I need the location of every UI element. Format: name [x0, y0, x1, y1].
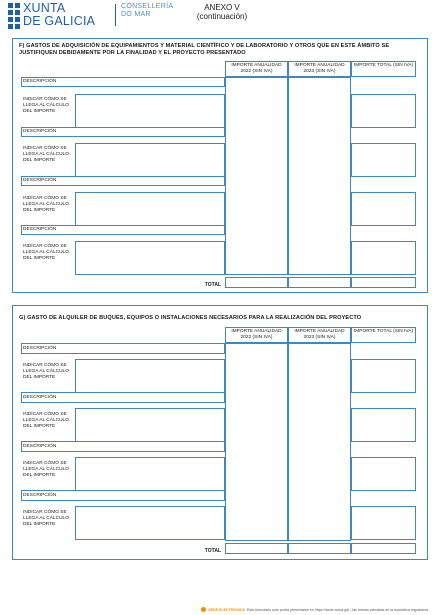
description-field[interactable] [21, 77, 225, 87]
calc-field[interactable] [75, 94, 225, 128]
description-label: DESCRIPCIÓN [23, 227, 57, 232]
description-field[interactable] [21, 441, 225, 452]
description-field[interactable] [21, 343, 225, 354]
calc-label: INDICAR CÓMO SE LLEGA AL CÁLCULO DEL IMPORTE [23, 97, 69, 114]
calc-field[interactable] [75, 457, 225, 491]
description-field[interactable] [21, 225, 225, 235]
col-header-2022: IMPORTE ANUALIDAD 2022 (SIN IVA) [225, 327, 288, 343]
annex-subtitle: (continuación) [196, 12, 248, 21]
calc-field[interactable] [75, 359, 225, 393]
calc-field[interactable] [75, 506, 225, 540]
calc-label: INDICAR CÓMO SE LLEGA AL CÁLCULO DEL IMPORTE [23, 244, 69, 261]
total-field[interactable] [351, 359, 416, 393]
sede-icon [201, 607, 206, 612]
calc-field[interactable] [75, 241, 225, 275]
description-label: DESCRIPCIÓN [23, 493, 57, 498]
description-field[interactable] [21, 490, 225, 501]
calc-field[interactable] [75, 408, 225, 442]
amount-2023-column[interactable] [288, 343, 351, 541]
col-header-2022: IMPORTE ANUALIDAD 2022 (SIN IVA) [225, 61, 288, 77]
total-field[interactable] [351, 94, 416, 128]
total-label: TOTAL [204, 282, 221, 288]
calc-label: INDICAR CÓMO SE LLEGA AL CÁLCULO DEL IMPORTE [23, 196, 69, 213]
annex-title: ANEXO V [204, 3, 240, 12]
description-label: DESCRIPCIÓN [23, 79, 57, 84]
total-field[interactable] [351, 192, 416, 226]
grand-total-2023[interactable] [288, 277, 351, 288]
page-header [0, 0, 438, 34]
footer-text: Este formulario solo podrá presentarse en https://sede.xunta.gal - las formas previstas en la normativa reguladora [247, 607, 428, 612]
grand-total-2022[interactable] [225, 543, 288, 554]
description-field[interactable] [21, 392, 225, 403]
xunta-logo-text [23, 2, 95, 28]
xunta-emblem-icon [8, 3, 20, 31]
logo-line2: DE GALICIA [23, 14, 96, 28]
amount-2022-column[interactable] [225, 343, 288, 541]
department-name [121, 3, 173, 19]
logo-line1: XUNTA [23, 1, 66, 15]
col-header-2023: IMPORTE ANUALIDAD 2023 (SIN IVA) [288, 61, 351, 77]
description-field[interactable] [21, 127, 225, 137]
description-field[interactable] [21, 176, 225, 186]
grand-total-2022[interactable] [225, 277, 288, 288]
total-label: TOTAL [204, 548, 221, 554]
col-header-2023: IMPORTE ANUALIDAD 2023 (SIN IVA) [288, 327, 351, 343]
calc-label: INDICAR CÓMO SE LLEGA AL CÁLCULO DEL IMPORTE [23, 412, 69, 429]
total-field[interactable] [351, 457, 416, 491]
annex-heading [192, 3, 252, 21]
page-footer [201, 607, 428, 612]
calc-label: INDICAR CÓMO SE LLEGA AL CÁLCULO DEL IMPORTE [23, 510, 69, 527]
description-label: DESCRIPCIÓN [23, 395, 57, 400]
description-label: DESCRIPCIÓN [23, 444, 57, 449]
section-f [12, 38, 428, 293]
calc-field[interactable] [75, 192, 225, 226]
total-field[interactable] [351, 143, 416, 177]
amount-2022-column[interactable] [225, 77, 288, 275]
total-field[interactable] [351, 408, 416, 442]
logo-divider [115, 4, 116, 26]
section-g-title: G) GASTO DE ALQUILER DE BUQUES, EQUIPOS O INSTALACIONES NECESARIOS PARA LA REALIZACIÓN DEL PROYECTO [19, 315, 362, 321]
section-g [12, 305, 428, 560]
grand-total-2023[interactable] [288, 543, 351, 554]
total-field[interactable] [351, 241, 416, 275]
calc-label: INDICAR CÓMO SE LLEGA AL CÁLCULO DEL IMPORTE [23, 146, 69, 163]
calc-field[interactable] [75, 143, 225, 177]
calc-label: INDICAR CÓMO SE LLEGA AL CÁLCULO DEL IMPORTE [23, 363, 69, 380]
col-header-total: IMPORTE TOTAL (SIN IVA) [351, 61, 416, 77]
dept-line2: DO MAR [121, 11, 151, 18]
total-field[interactable] [351, 506, 416, 540]
section-f-title: F) GASTOS DE ADQUISICIÓN DE EQUIPAMIENTOS Y MATERIAL CIENTÍFICO Y DE LABORATORIO Y OTROS QUE EN ESTE ÁMBITO SE JUSTIFIQUEN DEBIDAMENTE POR LA FINALIDAD Y EL PROYECTO PRESENTADO [19, 43, 390, 56]
calc-label: INDICAR CÓMO SE LLEGA AL CÁLCULO DEL IMPORTE [23, 461, 69, 478]
dept-line1: CONSELLERÍA [121, 3, 174, 10]
description-label: DESCRIPCIÓN [23, 178, 57, 183]
amount-2023-column[interactable] [288, 77, 351, 275]
description-label: DESCRIPCIÓN [23, 346, 57, 351]
description-label: DESCRIPCIÓN [23, 129, 57, 134]
grand-total-total[interactable] [351, 543, 416, 554]
sede-label: SEDE ELECTRÓNICA [208, 607, 246, 612]
grand-total-total[interactable] [351, 277, 416, 288]
col-header-total: IMPORTE TOTAL (SIN IVA) [351, 327, 416, 343]
